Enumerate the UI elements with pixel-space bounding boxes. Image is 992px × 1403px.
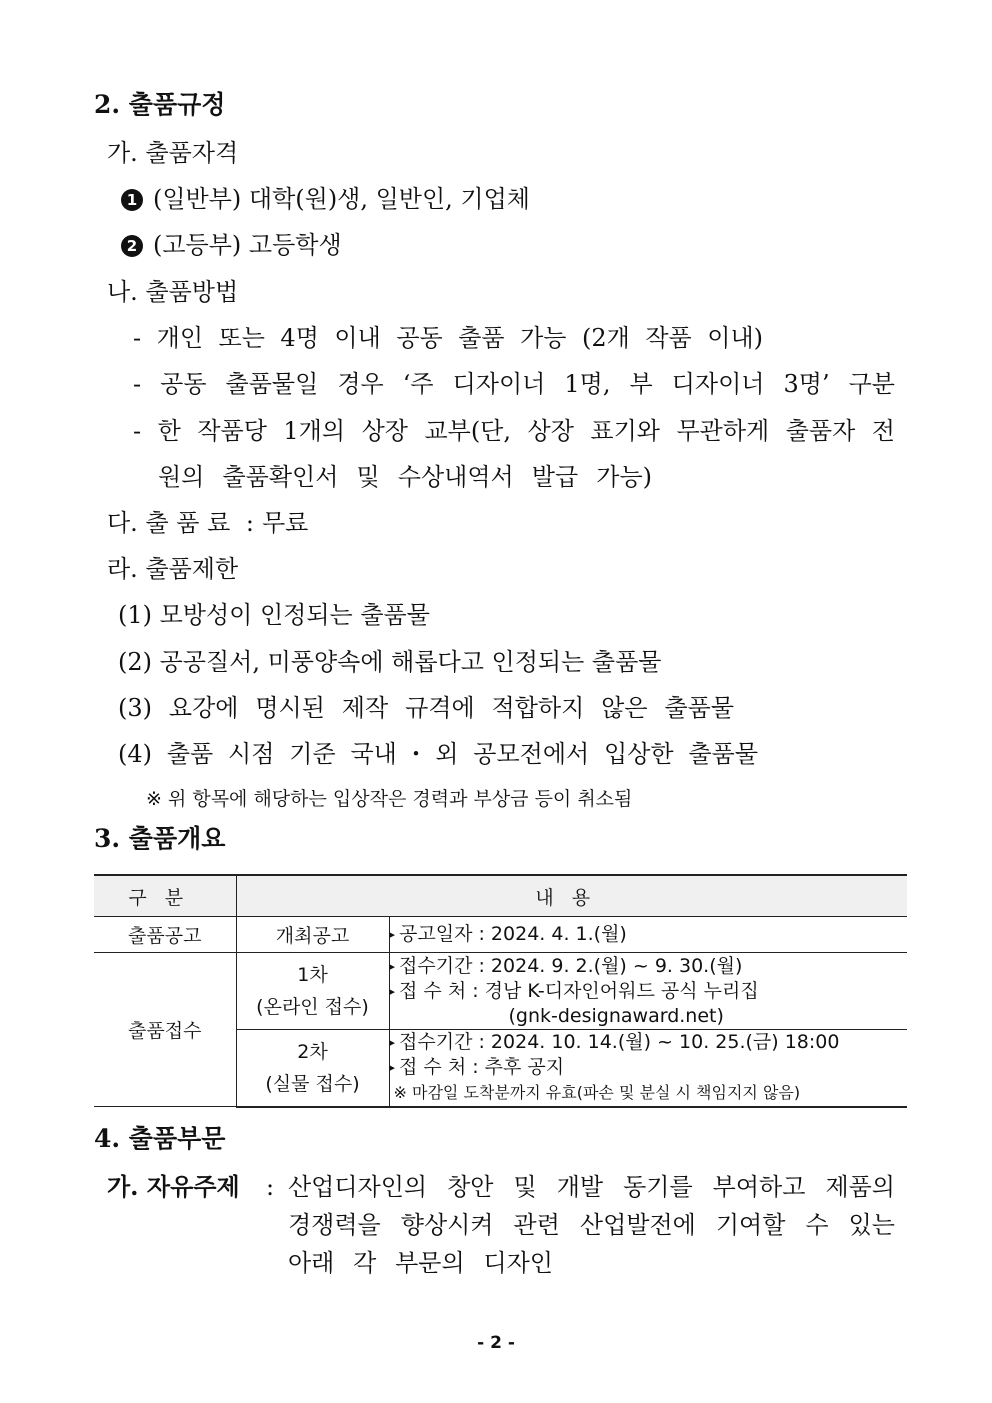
eligibility-heading: 가. 출품자격 (107, 139, 239, 167)
entry-fee-row (107, 508, 308, 538)
free-topic-label: 가. 자유주제 (107, 1172, 240, 1201)
free-topic-line-2: 경쟁력을 향상시켜 관련 산업발전에 기여할 수 있는 (288, 1211, 895, 1239)
round-2-method: (실물 접수) (265, 1072, 360, 1095)
detail-cell-online (389, 953, 907, 1030)
restriction-item-1: (1) 모방성이 인정되는 출품물 (118, 601, 430, 629)
detail-cell-announcement (389, 917, 907, 953)
online-url: (gnk-designaward.net) (508, 1004, 724, 1027)
physical-location (390, 1055, 908, 1080)
method-heading: 나. 출품방법 (107, 278, 239, 306)
method-bullet-2: - 공동 출품물일 경우 ‘주 디자이너 1명, 부 디자이너 3명’ 구분 (133, 370, 895, 398)
round-1-label: 1차 (297, 964, 328, 986)
entry-fee-label: 다. 출 품 료 (107, 509, 231, 537)
detail-cell-physical (389, 1030, 907, 1107)
triangle-bullet-icon: ▸ (389, 984, 396, 998)
circled-two-icon: 2 (121, 235, 143, 257)
method-bullet-3-continued: 원의 출품확인서 및 수상내역서 발급 가능) (158, 463, 652, 491)
category-cell-submission: 출품접수 (94, 953, 236, 1107)
subcategory-cell-online (236, 953, 389, 1030)
table-row (94, 953, 907, 1030)
eligibility-item-general (121, 184, 530, 214)
online-location (390, 979, 908, 1004)
page-number: - 2 - (477, 1333, 515, 1353)
restriction-item-2: (2) 공공질서, 미풍양속에 해롭다고 인정되는 출품물 (118, 648, 662, 676)
eligibility-item-general-text: (일반부) 대학(원)생, 일반인, 기업체 (153, 185, 530, 213)
announcement-date-text: 공고일자 : 2024. 4. 1.(월) (399, 923, 627, 945)
submission-overview-table (94, 874, 907, 1108)
triangle-bullet-icon: ▸ (389, 1036, 396, 1050)
category-cell-announcement: 출품공고 (94, 917, 236, 953)
entry-fee-value: 무료 (262, 509, 309, 537)
round-2-label: 2차 (297, 1040, 328, 1063)
restriction-item-4: (4) 출품 시점 기준 국내・외 공모전에서 입상한 출품물 (118, 740, 758, 768)
subcategory-cell-announcement: 개최공고 (236, 917, 389, 953)
circled-one-icon: 1 (121, 189, 143, 211)
free-topic-line-1: 산업디자인의 창안 및 개발 동기를 부여하고 제품의 (288, 1173, 895, 1201)
section-2-title: 2. 출품규정 (94, 90, 226, 119)
physical-location-text: 접 수 처 : 추후 공지 (399, 1056, 565, 1079)
entry-fee-separator: : (245, 509, 254, 537)
triangle-bullet-icon: ▸ (389, 959, 396, 973)
table-row (94, 917, 907, 953)
physical-period-text: 접수기간 : 2024. 10. 14.(월) ~ 10. 25.(금) 18:00 (399, 1031, 840, 1054)
table-header-content: 내용 (236, 875, 907, 917)
free-topic-separator: : (266, 1173, 275, 1201)
table-header-category: 구분 (94, 875, 236, 917)
round-1-method: (온라인 접수) (256, 996, 369, 1018)
restriction-item-3: (3) 요강에 명시된 제작 규격에 적합하지 않은 출품물 (118, 694, 734, 722)
online-location-text: 접 수 처 : 경남 K-디자인어워드 공식 누리집 (399, 979, 759, 1002)
triangle-bullet-icon: ▸ (389, 928, 396, 941)
triangle-bullet-icon: ▸ (389, 1061, 396, 1075)
restriction-heading: 라. 출품제한 (107, 555, 239, 583)
method-bullet-1: - 개인 또는 4명 이내 공동 출품 가능 (2개 작품 이내) (133, 324, 763, 352)
section-4-title: 4. 출품부문 (94, 1124, 226, 1153)
physical-deadline-note: ※ 마감일 도착분까지 유효(파손 및 분실 시 책임지지 않음) (393, 1083, 801, 1103)
online-period-text: 접수기간 : 2024. 9. 2.(월) ~ 9. 30.(월) (399, 954, 743, 977)
online-period (390, 954, 908, 979)
eligibility-item-highschool-text: (고등부) 고등학생 (153, 231, 342, 259)
subcategory-cell-physical (236, 1030, 389, 1107)
free-topic-line-3: 아래 각 부문의 디자인 (288, 1249, 553, 1277)
section-3-title: 3. 출품개요 (94, 824, 226, 853)
physical-period (390, 1030, 908, 1055)
eligibility-item-highschool (121, 230, 342, 260)
restriction-note: ※ 위 항목에 해당하는 입상작은 경력과 부상금 등이 취소됨 (146, 788, 633, 810)
method-bullet-3: - 한 작품당 1개의 상장 교부(단, 상장 표기와 무관하게 출품자 전 (133, 417, 895, 445)
